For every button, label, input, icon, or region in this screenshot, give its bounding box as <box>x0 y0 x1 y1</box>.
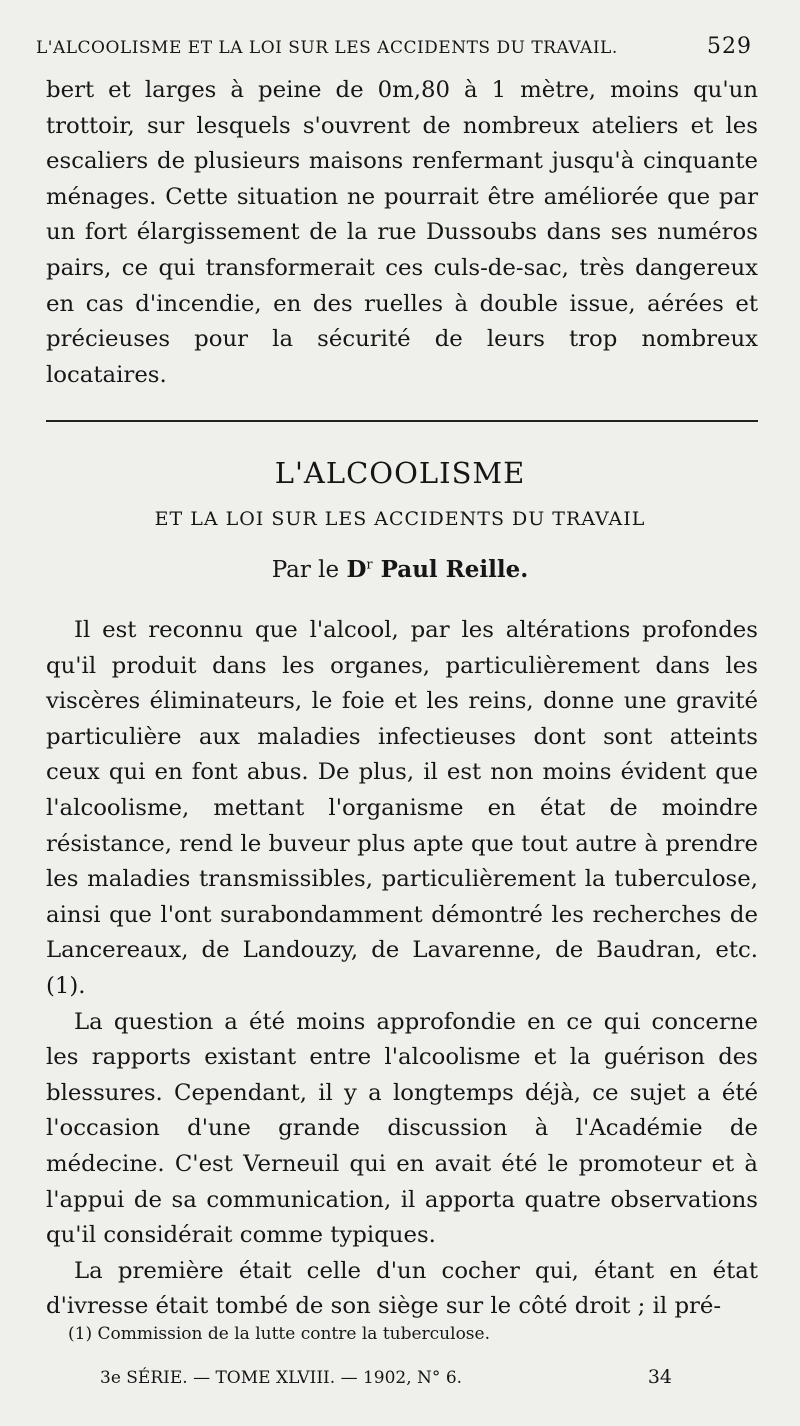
article-body <box>46 613 758 1325</box>
article-paragraph-1: Il est reconnu que l'alcool, par les altérations profondes qu'il produit dans les organes, particulièrement dans les viscères éliminateurs, le foie et les reins, donne une gravité particulière aux maladies infectieuses dont sont atteints ceux qui en font abus. De plus, il est non moins évident que l'alcoolisme, mettant l'organisme en état de moindre résistance, rend le buveur plus apte que tout autre à prendre les maladies transmissibles, particulièrement la tuberculose, ainsi que l'ont surabondamment démontré les recherches de Lancereaux, de Landouzy, de Lavarenne, de Baudran, etc. (1). <box>46 617 758 999</box>
article-title: L'ALCOOLISME <box>274 456 526 490</box>
running-title: L'ALCOOLISME ET LA LOI SUR LES ACCIDENTS DU TRAVAIL. <box>36 38 618 58</box>
author-title-sup: r <box>366 557 373 573</box>
section-divider <box>46 420 758 422</box>
footnote: (1) Commission de la lutte contre la tuberculose. <box>68 1324 490 1344</box>
continuation-text <box>46 73 758 393</box>
running-header <box>36 34 752 59</box>
article-paragraph-3: La première était celle d'un cocher qui, étant en état d'ivresse était tombé de son siège sur le côté droit ; il pré- <box>46 1257 758 1320</box>
signature-mark: 34 <box>647 1366 672 1388</box>
continuation-paragraph: bert et larges à peine de 0m,80 à 1 mètre, moins qu'un trottoir, sur lesquels s'ouvrent de nombreux ateliers et les escaliers de plusieurs maisons renfermant jusqu'à cinquante ménages. Cette situation ne pourrait être améliorée que par un fort élargissement de la rue Dussoubs dans ses numéros pairs, ce qui transformerait ces culs-de-sac, très dangereux en cas d'incendie, en des ruelles à double issue, aérées et précieuses pour la sécurité de leurs trop nombreux locataires. <box>46 77 758 388</box>
page-number: 529 <box>707 34 752 59</box>
article-byline <box>0 556 800 583</box>
page-footer <box>100 1366 672 1388</box>
byline-prefix: Par le <box>271 557 347 583</box>
author-title: D <box>346 556 367 583</box>
author-name: Paul Reille. <box>372 556 529 583</box>
article-subtitle: ET LA LOI SUR LES ACCIDENTS DU TRAVAIL <box>154 508 646 530</box>
article-paragraph-2: La question a été moins approfondie en ce qui concerne les rapports existant entre l'alcoolisme et la guérison des blessures. Cependant, il y a longtemps déjà, ce sujet a été l'occasion d'une grande discussion à l'Académie de médecine. C'est Verneuil qui en avait été le promoteur et à l'appui de sa communication, il apporta quatre observations qu'il considérait comme typiques. <box>46 1008 758 1249</box>
series-info: 3e SÉRIE. — TOME XLVIII. — 1902, N° 6. <box>100 1368 463 1388</box>
